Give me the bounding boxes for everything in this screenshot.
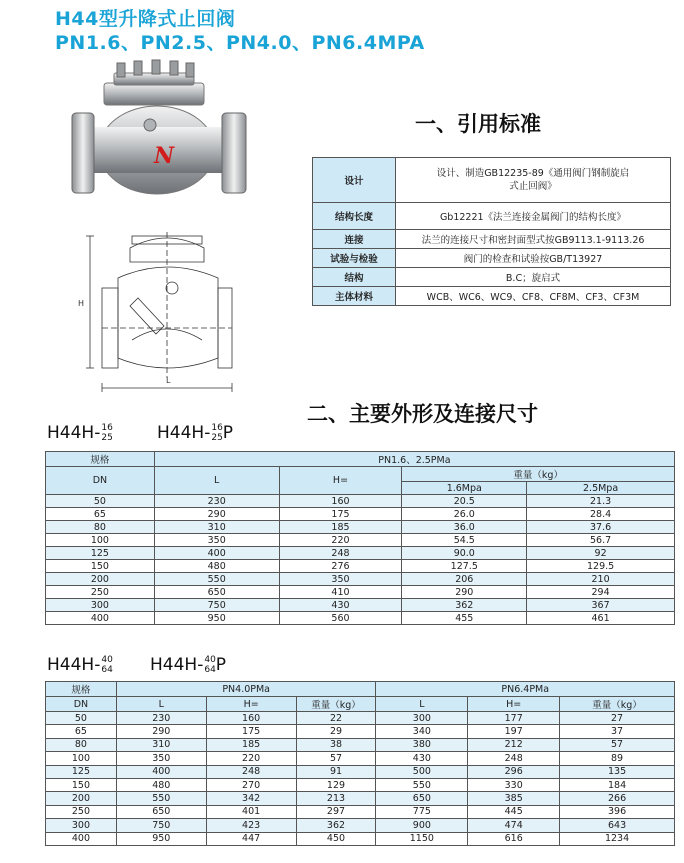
table-cell: 1150 bbox=[376, 832, 468, 845]
table-cell: 250 bbox=[46, 586, 155, 599]
table-cell: 297 bbox=[296, 805, 376, 818]
table-cell: 65 bbox=[46, 725, 117, 738]
table-cell: 380 bbox=[376, 738, 468, 751]
table-cell: 750 bbox=[116, 819, 206, 832]
table-cell: 92 bbox=[527, 547, 675, 560]
table-row bbox=[46, 805, 675, 818]
standards-value-line1: 设计、制造GB12235-89《通用阀门钢制旋启 bbox=[436, 168, 630, 179]
table-cell: 100 bbox=[46, 752, 117, 765]
table-cell: 185 bbox=[279, 521, 402, 534]
table-cell: 350 bbox=[279, 573, 402, 586]
model-label-pn16-25-p bbox=[157, 423, 233, 443]
header-weight-25: 2.5Mpa bbox=[527, 482, 675, 495]
table-cell: 650 bbox=[154, 586, 279, 599]
standards-row-structure bbox=[313, 268, 671, 287]
table-row bbox=[46, 521, 675, 534]
table-cell: 350 bbox=[116, 752, 206, 765]
table-header-row bbox=[46, 452, 675, 467]
table-cell: 342 bbox=[206, 792, 296, 805]
header-weight: 重量（kg） bbox=[560, 697, 675, 712]
table-cell: 91 bbox=[296, 765, 376, 778]
table-cell: 80 bbox=[46, 738, 117, 751]
table-cell: 650 bbox=[376, 792, 468, 805]
header-h: H= bbox=[279, 467, 402, 495]
table-cell: 310 bbox=[154, 521, 279, 534]
fraction-top: 16 bbox=[211, 423, 223, 433]
table-cell: 125 bbox=[46, 547, 155, 560]
table-row bbox=[46, 573, 675, 586]
fraction-top: 40 bbox=[101, 655, 113, 665]
table-cell: 450 bbox=[296, 832, 376, 845]
table-cell: 401 bbox=[206, 805, 296, 818]
table-cell: 455 bbox=[402, 612, 527, 625]
model-label-pn16-25 bbox=[47, 423, 113, 443]
table-cell: 290 bbox=[116, 725, 206, 738]
table-row bbox=[46, 534, 675, 547]
table-cell: 220 bbox=[279, 534, 402, 547]
header-weight: 重量（kg） bbox=[402, 467, 675, 482]
table-cell: 20.5 bbox=[402, 495, 527, 508]
table-cell: 248 bbox=[468, 752, 560, 765]
table-cell: 248 bbox=[206, 765, 296, 778]
table-cell: 184 bbox=[560, 778, 675, 791]
table-cell: 550 bbox=[154, 573, 279, 586]
standards-value: Gb12221《法兰连接金属阀门的结构长度》 bbox=[396, 203, 671, 230]
table-cell: 400 bbox=[116, 765, 206, 778]
table-row bbox=[46, 738, 675, 751]
valve-section-drawing bbox=[72, 228, 250, 396]
table-row bbox=[46, 725, 675, 738]
table-cell: 643 bbox=[560, 819, 675, 832]
table-cell: 385 bbox=[468, 792, 560, 805]
table-cell: 210 bbox=[527, 573, 675, 586]
header-h: H= bbox=[206, 697, 296, 712]
standards-value: 法兰的连接尺寸和密封面型式按GB9113.1-9113.26 bbox=[396, 230, 671, 249]
table-cell: 290 bbox=[402, 586, 527, 599]
header-l: L bbox=[116, 697, 206, 712]
table-cell: 160 bbox=[206, 712, 296, 725]
table-cell: 423 bbox=[206, 819, 296, 832]
table-cell: 177 bbox=[468, 712, 560, 725]
table-cell: 290 bbox=[154, 508, 279, 521]
standards-value-line2: 式止回阀》 bbox=[509, 181, 557, 192]
table-cell: 550 bbox=[376, 778, 468, 791]
table-cell: 230 bbox=[154, 495, 279, 508]
table-cell: 650 bbox=[116, 805, 206, 818]
header-l: L bbox=[376, 697, 468, 712]
table-row bbox=[46, 832, 675, 845]
table-cell: 90.0 bbox=[402, 547, 527, 560]
table-row bbox=[46, 765, 675, 778]
table-cell: 447 bbox=[206, 832, 296, 845]
table-cell: 36.0 bbox=[402, 521, 527, 534]
table-cell: 300 bbox=[376, 712, 468, 725]
model-prefix: H44H- bbox=[47, 423, 101, 443]
model-pressure-fraction bbox=[101, 423, 112, 443]
table-cell: 80 bbox=[46, 521, 155, 534]
table-cell: 26.0 bbox=[402, 508, 527, 521]
standards-value bbox=[396, 158, 671, 203]
table-cell: 89 bbox=[560, 752, 675, 765]
standards-row-design bbox=[313, 158, 671, 203]
table-cell: 362 bbox=[402, 599, 527, 612]
table-cell: 27 bbox=[560, 712, 675, 725]
table-cell: 175 bbox=[206, 725, 296, 738]
pressure-subtitle: PN1.6、PN2.5、PN4.0、PN6.4MPA bbox=[55, 32, 425, 54]
dimensions-table-pn40-64 bbox=[45, 681, 675, 846]
table-row bbox=[46, 599, 675, 612]
model-pressure-fraction bbox=[211, 423, 222, 443]
table-cell: 310 bbox=[116, 738, 206, 751]
model-suffix: P bbox=[222, 423, 234, 443]
table-cell: 294 bbox=[527, 586, 675, 599]
table-cell: 276 bbox=[279, 560, 402, 573]
standards-value: B.C；旋启式 bbox=[396, 268, 671, 287]
fraction-bottom: 25 bbox=[211, 433, 223, 443]
fraction-bottom: 25 bbox=[101, 433, 113, 443]
section-dimensions-heading: 二、主要外形及连接尺寸 bbox=[307, 402, 538, 426]
table-cell: 340 bbox=[376, 725, 468, 738]
table-cell: 266 bbox=[560, 792, 675, 805]
standards-table bbox=[312, 157, 671, 306]
table-header-row bbox=[46, 682, 675, 697]
table-row bbox=[46, 752, 675, 765]
table-cell: 56.7 bbox=[527, 534, 675, 547]
table-cell: 410 bbox=[279, 586, 402, 599]
section-standards-heading: 一、引用标准 bbox=[415, 112, 541, 136]
table-cell: 362 bbox=[296, 819, 376, 832]
table-cell: 50 bbox=[46, 712, 117, 725]
standards-value: WCB、WC6、WC9、CF8、CF8M、CF3、CF3M bbox=[396, 287, 671, 306]
table-cell: 50 bbox=[46, 495, 155, 508]
standards-row-length bbox=[313, 203, 671, 230]
header-spec: 规格 bbox=[46, 682, 117, 697]
table-cell: 54.5 bbox=[402, 534, 527, 547]
table-header-row bbox=[46, 697, 675, 712]
table-cell: 125 bbox=[46, 765, 117, 778]
table-cell: 185 bbox=[206, 738, 296, 751]
table-cell: 57 bbox=[560, 738, 675, 751]
table-cell: 430 bbox=[279, 599, 402, 612]
table-cell: 950 bbox=[116, 832, 206, 845]
table-cell: 150 bbox=[46, 560, 155, 573]
standards-label: 结构 bbox=[313, 268, 396, 287]
table-cell: 57 bbox=[296, 752, 376, 765]
model-prefix: H44H- bbox=[47, 655, 101, 675]
standards-row-connection bbox=[313, 230, 671, 249]
table-cell: 100 bbox=[46, 534, 155, 547]
table-cell: 750 bbox=[154, 599, 279, 612]
table-cell: 220 bbox=[206, 752, 296, 765]
header-pressure-40: PN4.0PMa bbox=[116, 682, 376, 697]
standards-label: 结构长度 bbox=[313, 203, 396, 230]
table-header-row bbox=[46, 467, 675, 482]
table-cell: 500 bbox=[376, 765, 468, 778]
table-cell: 206 bbox=[402, 573, 527, 586]
model-prefix: H44H- bbox=[150, 655, 204, 675]
table-row bbox=[46, 560, 675, 573]
table-cell: 129.5 bbox=[527, 560, 675, 573]
table-row bbox=[46, 819, 675, 832]
header-pressure-64: PN6.4PMa bbox=[376, 682, 675, 697]
model-pressure-fraction bbox=[204, 655, 215, 675]
table-cell: 900 bbox=[376, 819, 468, 832]
table-row bbox=[46, 586, 675, 599]
header-l: L bbox=[154, 467, 279, 495]
table-row bbox=[46, 792, 675, 805]
table-cell: 480 bbox=[154, 560, 279, 573]
dim-h-label: H bbox=[78, 299, 85, 308]
header-h: H= bbox=[468, 697, 560, 712]
table-cell: 175 bbox=[279, 508, 402, 521]
header-weight: 重量（kg） bbox=[296, 697, 376, 712]
table-cell: 28.4 bbox=[527, 508, 675, 521]
table-cell: 160 bbox=[279, 495, 402, 508]
valve-photo bbox=[62, 55, 262, 215]
table-cell: 367 bbox=[527, 599, 675, 612]
model-pressure-fraction bbox=[101, 655, 112, 675]
table-cell: 400 bbox=[46, 612, 155, 625]
table-body bbox=[46, 495, 675, 625]
standards-label: 设计 bbox=[313, 158, 396, 203]
table-cell: 200 bbox=[46, 573, 155, 586]
standards-label: 试验与检验 bbox=[313, 249, 396, 268]
table-cell: 400 bbox=[46, 832, 117, 845]
table-cell: 300 bbox=[46, 599, 155, 612]
table-cell: 300 bbox=[46, 819, 117, 832]
model-suffix: P bbox=[215, 655, 227, 675]
table-cell: 197 bbox=[468, 725, 560, 738]
header-dn: DN bbox=[46, 467, 155, 495]
table-cell: 65 bbox=[46, 508, 155, 521]
model-prefix: H44H- bbox=[157, 423, 211, 443]
table-cell: 480 bbox=[116, 778, 206, 791]
table-cell: 212 bbox=[468, 738, 560, 751]
table-cell: 22 bbox=[296, 712, 376, 725]
table-cell: 250 bbox=[46, 805, 117, 818]
table-row bbox=[46, 508, 675, 521]
table-cell: 430 bbox=[376, 752, 468, 765]
fraction-top: 40 bbox=[204, 655, 216, 665]
table-cell: 400 bbox=[154, 547, 279, 560]
table-row bbox=[46, 712, 675, 725]
table-cell: 1234 bbox=[560, 832, 675, 845]
table-cell: 29 bbox=[296, 725, 376, 738]
table-cell: 213 bbox=[296, 792, 376, 805]
table-cell: 350 bbox=[154, 534, 279, 547]
table-cell: 616 bbox=[468, 832, 560, 845]
header-pressure: PN1.6、2.5PMa bbox=[154, 452, 674, 467]
header-spec: 规格 bbox=[46, 452, 155, 467]
table-body bbox=[46, 712, 675, 846]
table-row bbox=[46, 495, 675, 508]
table-cell: 248 bbox=[279, 547, 402, 560]
table-row bbox=[46, 778, 675, 791]
table-cell: 127.5 bbox=[402, 560, 527, 573]
table-cell: 21.3 bbox=[527, 495, 675, 508]
model-label-pn40-64 bbox=[47, 655, 113, 675]
standards-row-testing bbox=[313, 249, 671, 268]
model-label-pn40-64-p bbox=[150, 655, 226, 675]
svg-text:N: N bbox=[154, 143, 175, 169]
table-row bbox=[46, 612, 675, 625]
table-cell: 200 bbox=[46, 792, 117, 805]
fraction-top: 16 bbox=[101, 423, 113, 433]
table-row bbox=[46, 547, 675, 560]
table-cell: 950 bbox=[154, 612, 279, 625]
table-cell: 230 bbox=[116, 712, 206, 725]
table-cell: 461 bbox=[527, 612, 675, 625]
page-title: H44型升降式止回阀 bbox=[55, 8, 236, 30]
standards-label: 主体材料 bbox=[313, 287, 396, 306]
table-cell: 775 bbox=[376, 805, 468, 818]
header-weight-16: 1.6Mpa bbox=[402, 482, 527, 495]
dim-l-label: L bbox=[166, 376, 171, 385]
table-cell: 129 bbox=[296, 778, 376, 791]
standards-row-material bbox=[313, 287, 671, 306]
table-cell: 38 bbox=[296, 738, 376, 751]
standards-value: 阀门的检查和试验按GB/T13927 bbox=[396, 249, 671, 268]
fraction-bottom: 64 bbox=[204, 665, 216, 675]
table-cell: 474 bbox=[468, 819, 560, 832]
table-cell: 135 bbox=[560, 765, 675, 778]
table-cell: 445 bbox=[468, 805, 560, 818]
table-cell: 150 bbox=[46, 778, 117, 791]
table-cell: 37 bbox=[560, 725, 675, 738]
table-cell: 296 bbox=[468, 765, 560, 778]
table-cell: 550 bbox=[116, 792, 206, 805]
table-cell: 37.6 bbox=[527, 521, 675, 534]
dimensions-table-pn16-25 bbox=[45, 451, 675, 625]
table-cell: 560 bbox=[279, 612, 402, 625]
table-cell: 396 bbox=[560, 805, 675, 818]
table-cell: 330 bbox=[468, 778, 560, 791]
standards-label: 连接 bbox=[313, 230, 396, 249]
fraction-bottom: 64 bbox=[101, 665, 113, 675]
header-dn: DN bbox=[46, 697, 117, 712]
table-cell: 270 bbox=[206, 778, 296, 791]
